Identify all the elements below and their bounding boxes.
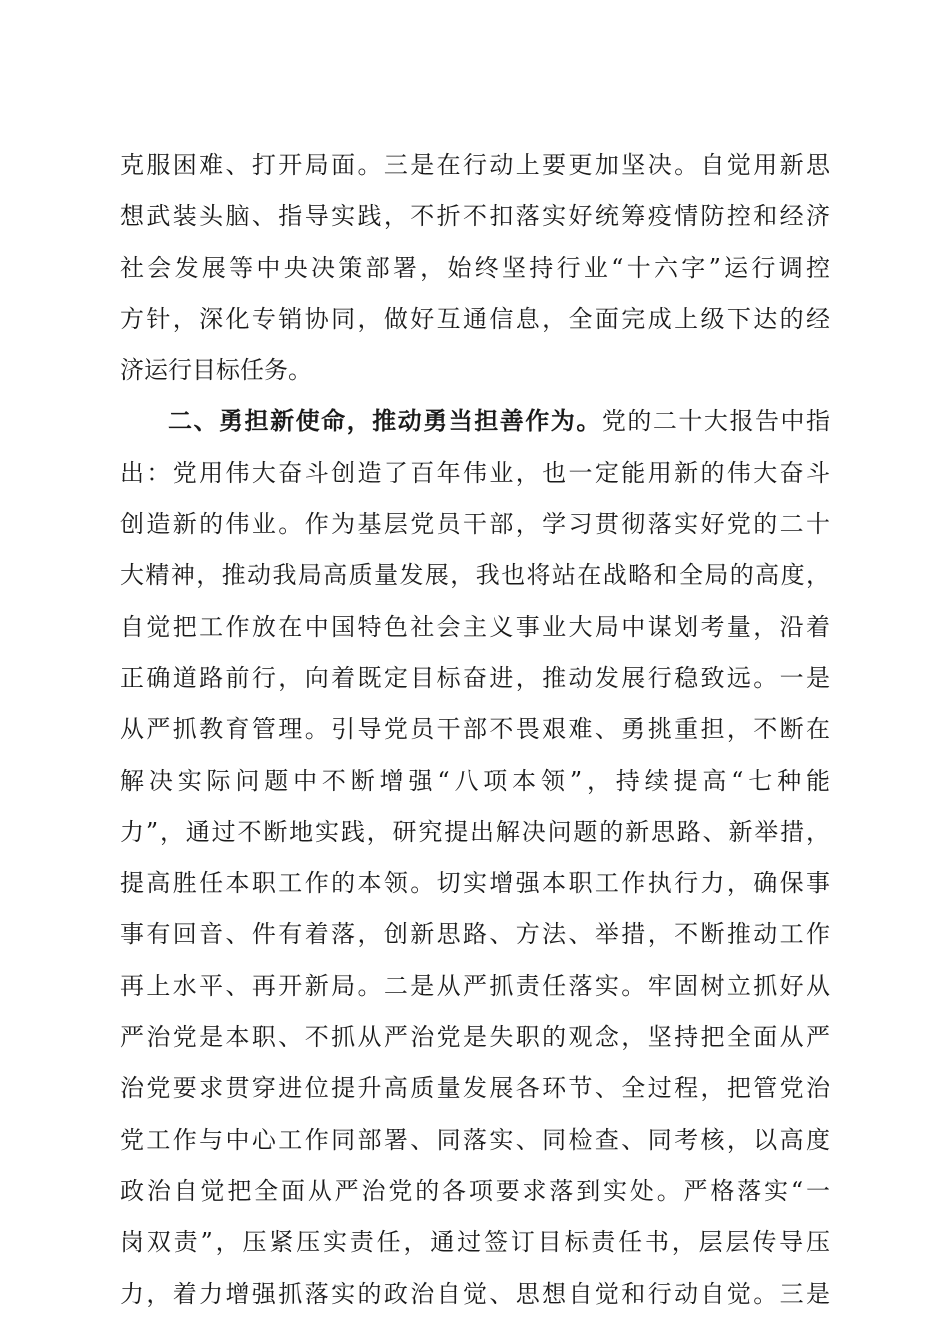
text-fragment: 党的二十大报告中指 bbox=[601, 407, 830, 436]
text-line: 正确道路前行，向着既定目标奋进，推动发展行稳致远。一是 bbox=[120, 663, 830, 692]
text-line: 想武装头脑、指导实践，不折不扣落实好统筹疫情防控和经济 bbox=[120, 202, 830, 231]
text-line: 力，着力增强抓落实的政治自觉、思想自觉和行动自觉。三是 bbox=[120, 1279, 830, 1308]
text-line: 提高胜任本职工作的本领。切实增强本职工作执行力，确保事 bbox=[120, 869, 830, 898]
text-line: 党工作与中心工作同部署、同落实、同检查、同考核，以高度 bbox=[120, 1125, 830, 1154]
text-line: 方针，深化专销协同，做好互通信息，全面完成上级下达的经 bbox=[120, 304, 830, 333]
text-line: 从严抓教育管理。引导党员干部不畏艰难、勇挑重担，不断在 bbox=[120, 715, 830, 744]
text-line: 创造新的伟业。作为基层党员干部，学习贯彻落实好党的二十 bbox=[120, 510, 830, 539]
section-heading: 二、勇担新使命，推动勇当担善作为。 bbox=[168, 407, 602, 436]
text-line: 政治自觉把全面从严治党的各项要求落到实处。严格落实“一 bbox=[120, 1176, 830, 1205]
text-line: 岗双责”，压紧压实责任，通过签订目标责任书，层层传导压 bbox=[120, 1228, 830, 1257]
text-line: 严治党是本职、不抓从严治党是失职的观念，坚持把全面从严 bbox=[120, 1023, 830, 1052]
text-line: 出：党用伟大奋斗创造了百年伟业，也一定能用新的伟大奋斗 bbox=[120, 458, 830, 487]
text-line: 大精神，推动我局高质量发展，我也将站在战略和全局的高度， bbox=[120, 561, 830, 590]
text-line: 克服困难、打开局面。三是在行动上要更加坚决。自觉用新思 bbox=[120, 151, 830, 179]
body-text bbox=[120, 140, 830, 1320]
text-line: 再上水平、再开新局。二是从严抓责任落实。牢固树立抓好从 bbox=[120, 971, 830, 1000]
paragraph-1 bbox=[120, 140, 830, 396]
text-line: 解决实际问题中不断增强“八项本领”，持续提高“七种能 bbox=[120, 766, 830, 795]
text-line: 济运行目标任务。 bbox=[120, 356, 312, 385]
text-line: 治党要求贯穿进位提升高质量发展各环节、全过程，把管党治 bbox=[120, 1074, 830, 1103]
text-line bbox=[120, 396, 830, 447]
text-line: 社会发展等中央决策部署，始终坚持行业“十六字”运行调控 bbox=[120, 253, 830, 282]
paragraph-2 bbox=[120, 396, 830, 1319]
text-line: 力”，通过不断地实践，研究提出解决问题的新思路、新举措， bbox=[120, 817, 830, 846]
text-line: 事有回音、件有着落，创新思路、方法、举措，不断推动工作 bbox=[120, 920, 830, 949]
text-line: 自觉把工作放在中国特色社会主义事业大局中谋划考量，沿着 bbox=[120, 612, 830, 641]
